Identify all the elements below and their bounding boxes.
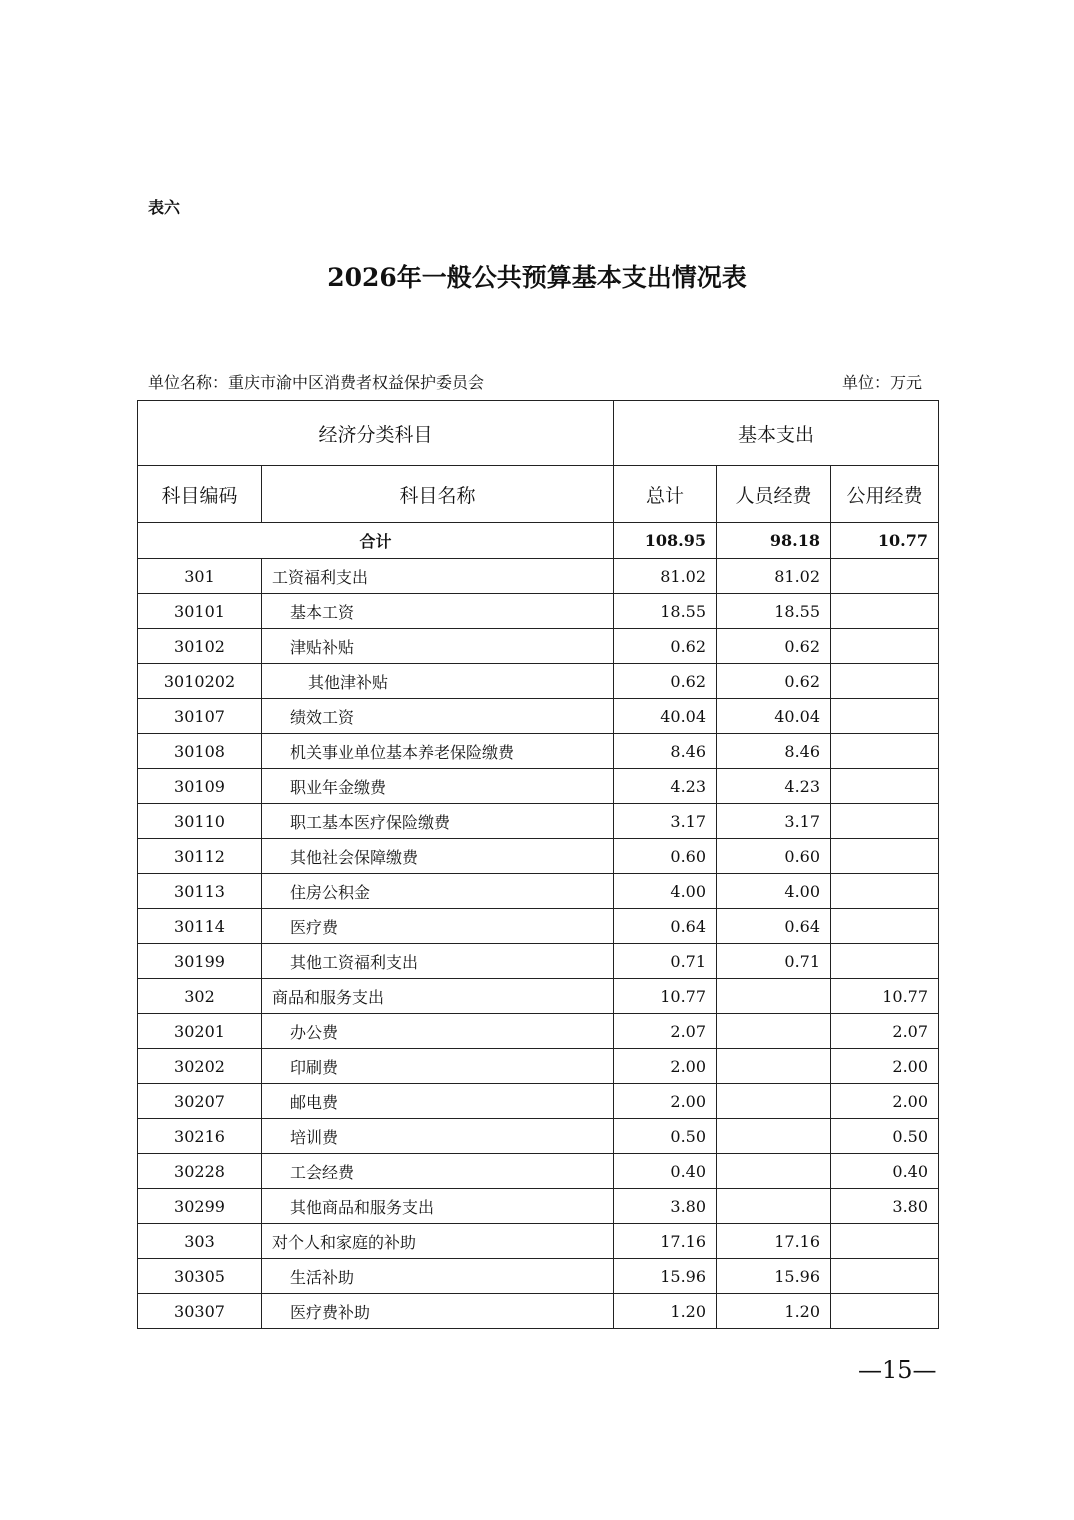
table-row	[138, 1154, 939, 1189]
table-row	[138, 769, 939, 804]
row-public: 10.77	[831, 979, 939, 1014]
row-name: 职工基本医疗保险缴费	[262, 804, 614, 839]
row-public	[831, 944, 939, 979]
table-row	[138, 664, 939, 699]
table-row	[138, 1119, 939, 1154]
row-personnel	[717, 1189, 831, 1224]
row-personnel: 0.62	[717, 629, 831, 664]
header-basic-expenditure: 基本支出	[614, 401, 939, 466]
row-code: 30201	[138, 1014, 262, 1049]
row-code: 30110	[138, 804, 262, 839]
row-personnel: 8.46	[717, 734, 831, 769]
row-public: 3.80	[831, 1189, 939, 1224]
header-public: 公用经费	[831, 466, 939, 523]
page-number: —15—	[858, 1356, 937, 1384]
row-name: 其他工资福利支出	[262, 944, 614, 979]
row-name: 其他商品和服务支出	[262, 1189, 614, 1224]
row-total: 15.96	[614, 1259, 717, 1294]
table-row	[138, 1224, 939, 1259]
row-public: 0.50	[831, 1119, 939, 1154]
row-total: 1.20	[614, 1294, 717, 1329]
row-code: 30101	[138, 594, 262, 629]
row-public	[831, 594, 939, 629]
row-total: 18.55	[614, 594, 717, 629]
row-name: 邮电费	[262, 1084, 614, 1119]
row-name: 绩效工资	[262, 699, 614, 734]
row-code: 30109	[138, 769, 262, 804]
page-title: 2026年一般公共预算基本支出情况表	[327, 263, 747, 292]
row-public	[831, 839, 939, 874]
row-personnel: 17.16	[717, 1224, 831, 1259]
header-row-1	[138, 401, 939, 466]
row-personnel: 4.23	[717, 769, 831, 804]
row-name: 基本工资	[262, 594, 614, 629]
row-total: 17.16	[614, 1224, 717, 1259]
table-row	[138, 1084, 939, 1119]
row-total: 0.64	[614, 909, 717, 944]
row-name: 商品和服务支出	[262, 979, 614, 1014]
row-personnel	[717, 1014, 831, 1049]
row-total: 0.60	[614, 839, 717, 874]
row-code: 30114	[138, 909, 262, 944]
row-code: 30102	[138, 629, 262, 664]
row-name: 其他津补贴	[262, 664, 614, 699]
row-personnel: 18.55	[717, 594, 831, 629]
table-row	[138, 804, 939, 839]
row-personnel: 0.62	[717, 664, 831, 699]
row-personnel: 0.60	[717, 839, 831, 874]
table-label: 表六	[148, 198, 181, 217]
row-code: 30112	[138, 839, 262, 874]
row-total: 3.17	[614, 804, 717, 839]
row-public	[831, 874, 939, 909]
row-name: 生活补助	[262, 1259, 614, 1294]
row-code: 301	[138, 559, 262, 594]
total-personnel: 98.18	[717, 523, 831, 559]
budget-table	[137, 400, 939, 1329]
row-total: 8.46	[614, 734, 717, 769]
row-name: 对个人和家庭的补助	[262, 1224, 614, 1259]
header-personnel: 人员经费	[717, 466, 831, 523]
row-code: 30207	[138, 1084, 262, 1119]
row-name: 津贴补贴	[262, 629, 614, 664]
row-name: 办公费	[262, 1014, 614, 1049]
row-code: 30305	[138, 1259, 262, 1294]
row-personnel: 81.02	[717, 559, 831, 594]
header-name: 科目名称	[262, 466, 614, 523]
table-row	[138, 1049, 939, 1084]
row-total: 0.62	[614, 629, 717, 664]
table-row	[138, 699, 939, 734]
table-row	[138, 979, 939, 1014]
table-row	[138, 944, 939, 979]
row-total: 10.77	[614, 979, 717, 1014]
row-total: 40.04	[614, 699, 717, 734]
header-row-2	[138, 466, 939, 523]
row-code: 30107	[138, 699, 262, 734]
row-name: 医疗费	[262, 909, 614, 944]
row-code: 30299	[138, 1189, 262, 1224]
row-public: 0.40	[831, 1154, 939, 1189]
row-personnel: 0.71	[717, 944, 831, 979]
row-public	[831, 629, 939, 664]
table-row	[138, 594, 939, 629]
header-code: 科目编码	[138, 466, 262, 523]
unit-name: 单位名称：重庆市渝中区消费者权益保护委员会	[148, 373, 485, 392]
row-personnel: 4.00	[717, 874, 831, 909]
row-total: 0.40	[614, 1154, 717, 1189]
row-personnel: 0.64	[717, 909, 831, 944]
row-total: 4.00	[614, 874, 717, 909]
row-code: 302	[138, 979, 262, 1014]
row-code: 30108	[138, 734, 262, 769]
row-personnel	[717, 1084, 831, 1119]
table-row	[138, 629, 939, 664]
total-total: 108.95	[614, 523, 717, 559]
row-name: 印刷费	[262, 1049, 614, 1084]
row-total: 3.80	[614, 1189, 717, 1224]
row-total: 4.23	[614, 769, 717, 804]
table-row	[138, 1259, 939, 1294]
unit-label: 单位：万元	[842, 373, 923, 392]
row-code: 30199	[138, 944, 262, 979]
total-row	[138, 523, 939, 559]
row-personnel	[717, 1119, 831, 1154]
row-name: 机关事业单位基本养老保险缴费	[262, 734, 614, 769]
row-total: 2.00	[614, 1084, 717, 1119]
row-public	[831, 664, 939, 699]
row-name: 工资福利支出	[262, 559, 614, 594]
row-code: 30307	[138, 1294, 262, 1329]
row-public	[831, 769, 939, 804]
row-public: 2.07	[831, 1014, 939, 1049]
table-row	[138, 1014, 939, 1049]
row-personnel: 40.04	[717, 699, 831, 734]
row-name: 工会经费	[262, 1154, 614, 1189]
total-label: 合计	[138, 523, 614, 559]
row-name: 其他社会保障缴费	[262, 839, 614, 874]
row-code: 30216	[138, 1119, 262, 1154]
row-name: 培训费	[262, 1119, 614, 1154]
total-public: 10.77	[831, 523, 939, 559]
row-code: 30202	[138, 1049, 262, 1084]
row-total: 2.07	[614, 1014, 717, 1049]
row-code: 3010202	[138, 664, 262, 699]
row-personnel: 15.96	[717, 1259, 831, 1294]
row-code: 303	[138, 1224, 262, 1259]
row-public	[831, 1224, 939, 1259]
row-public	[831, 1294, 939, 1329]
row-public	[831, 1259, 939, 1294]
row-public: 2.00	[831, 1049, 939, 1084]
row-public	[831, 804, 939, 839]
row-code: 30113	[138, 874, 262, 909]
row-total: 0.62	[614, 664, 717, 699]
row-name: 医疗费补助	[262, 1294, 614, 1329]
table-row	[138, 909, 939, 944]
table-row	[138, 839, 939, 874]
table-row	[138, 1189, 939, 1224]
row-public	[831, 734, 939, 769]
header-total: 总计	[614, 466, 717, 523]
row-personnel	[717, 1154, 831, 1189]
row-public	[831, 909, 939, 944]
table-row	[138, 559, 939, 594]
row-public	[831, 559, 939, 594]
table-row	[138, 874, 939, 909]
row-personnel	[717, 979, 831, 1014]
row-total: 0.71	[614, 944, 717, 979]
row-public: 2.00	[831, 1084, 939, 1119]
row-personnel	[717, 1049, 831, 1084]
header-economic-category: 经济分类科目	[138, 401, 614, 466]
row-name: 住房公积金	[262, 874, 614, 909]
row-public	[831, 699, 939, 734]
row-name: 职业年金缴费	[262, 769, 614, 804]
table-row	[138, 1294, 939, 1329]
row-total: 0.50	[614, 1119, 717, 1154]
row-total: 81.02	[614, 559, 717, 594]
row-code: 30228	[138, 1154, 262, 1189]
table-row	[138, 734, 939, 769]
row-personnel: 3.17	[717, 804, 831, 839]
row-total: 2.00	[614, 1049, 717, 1084]
row-personnel: 1.20	[717, 1294, 831, 1329]
